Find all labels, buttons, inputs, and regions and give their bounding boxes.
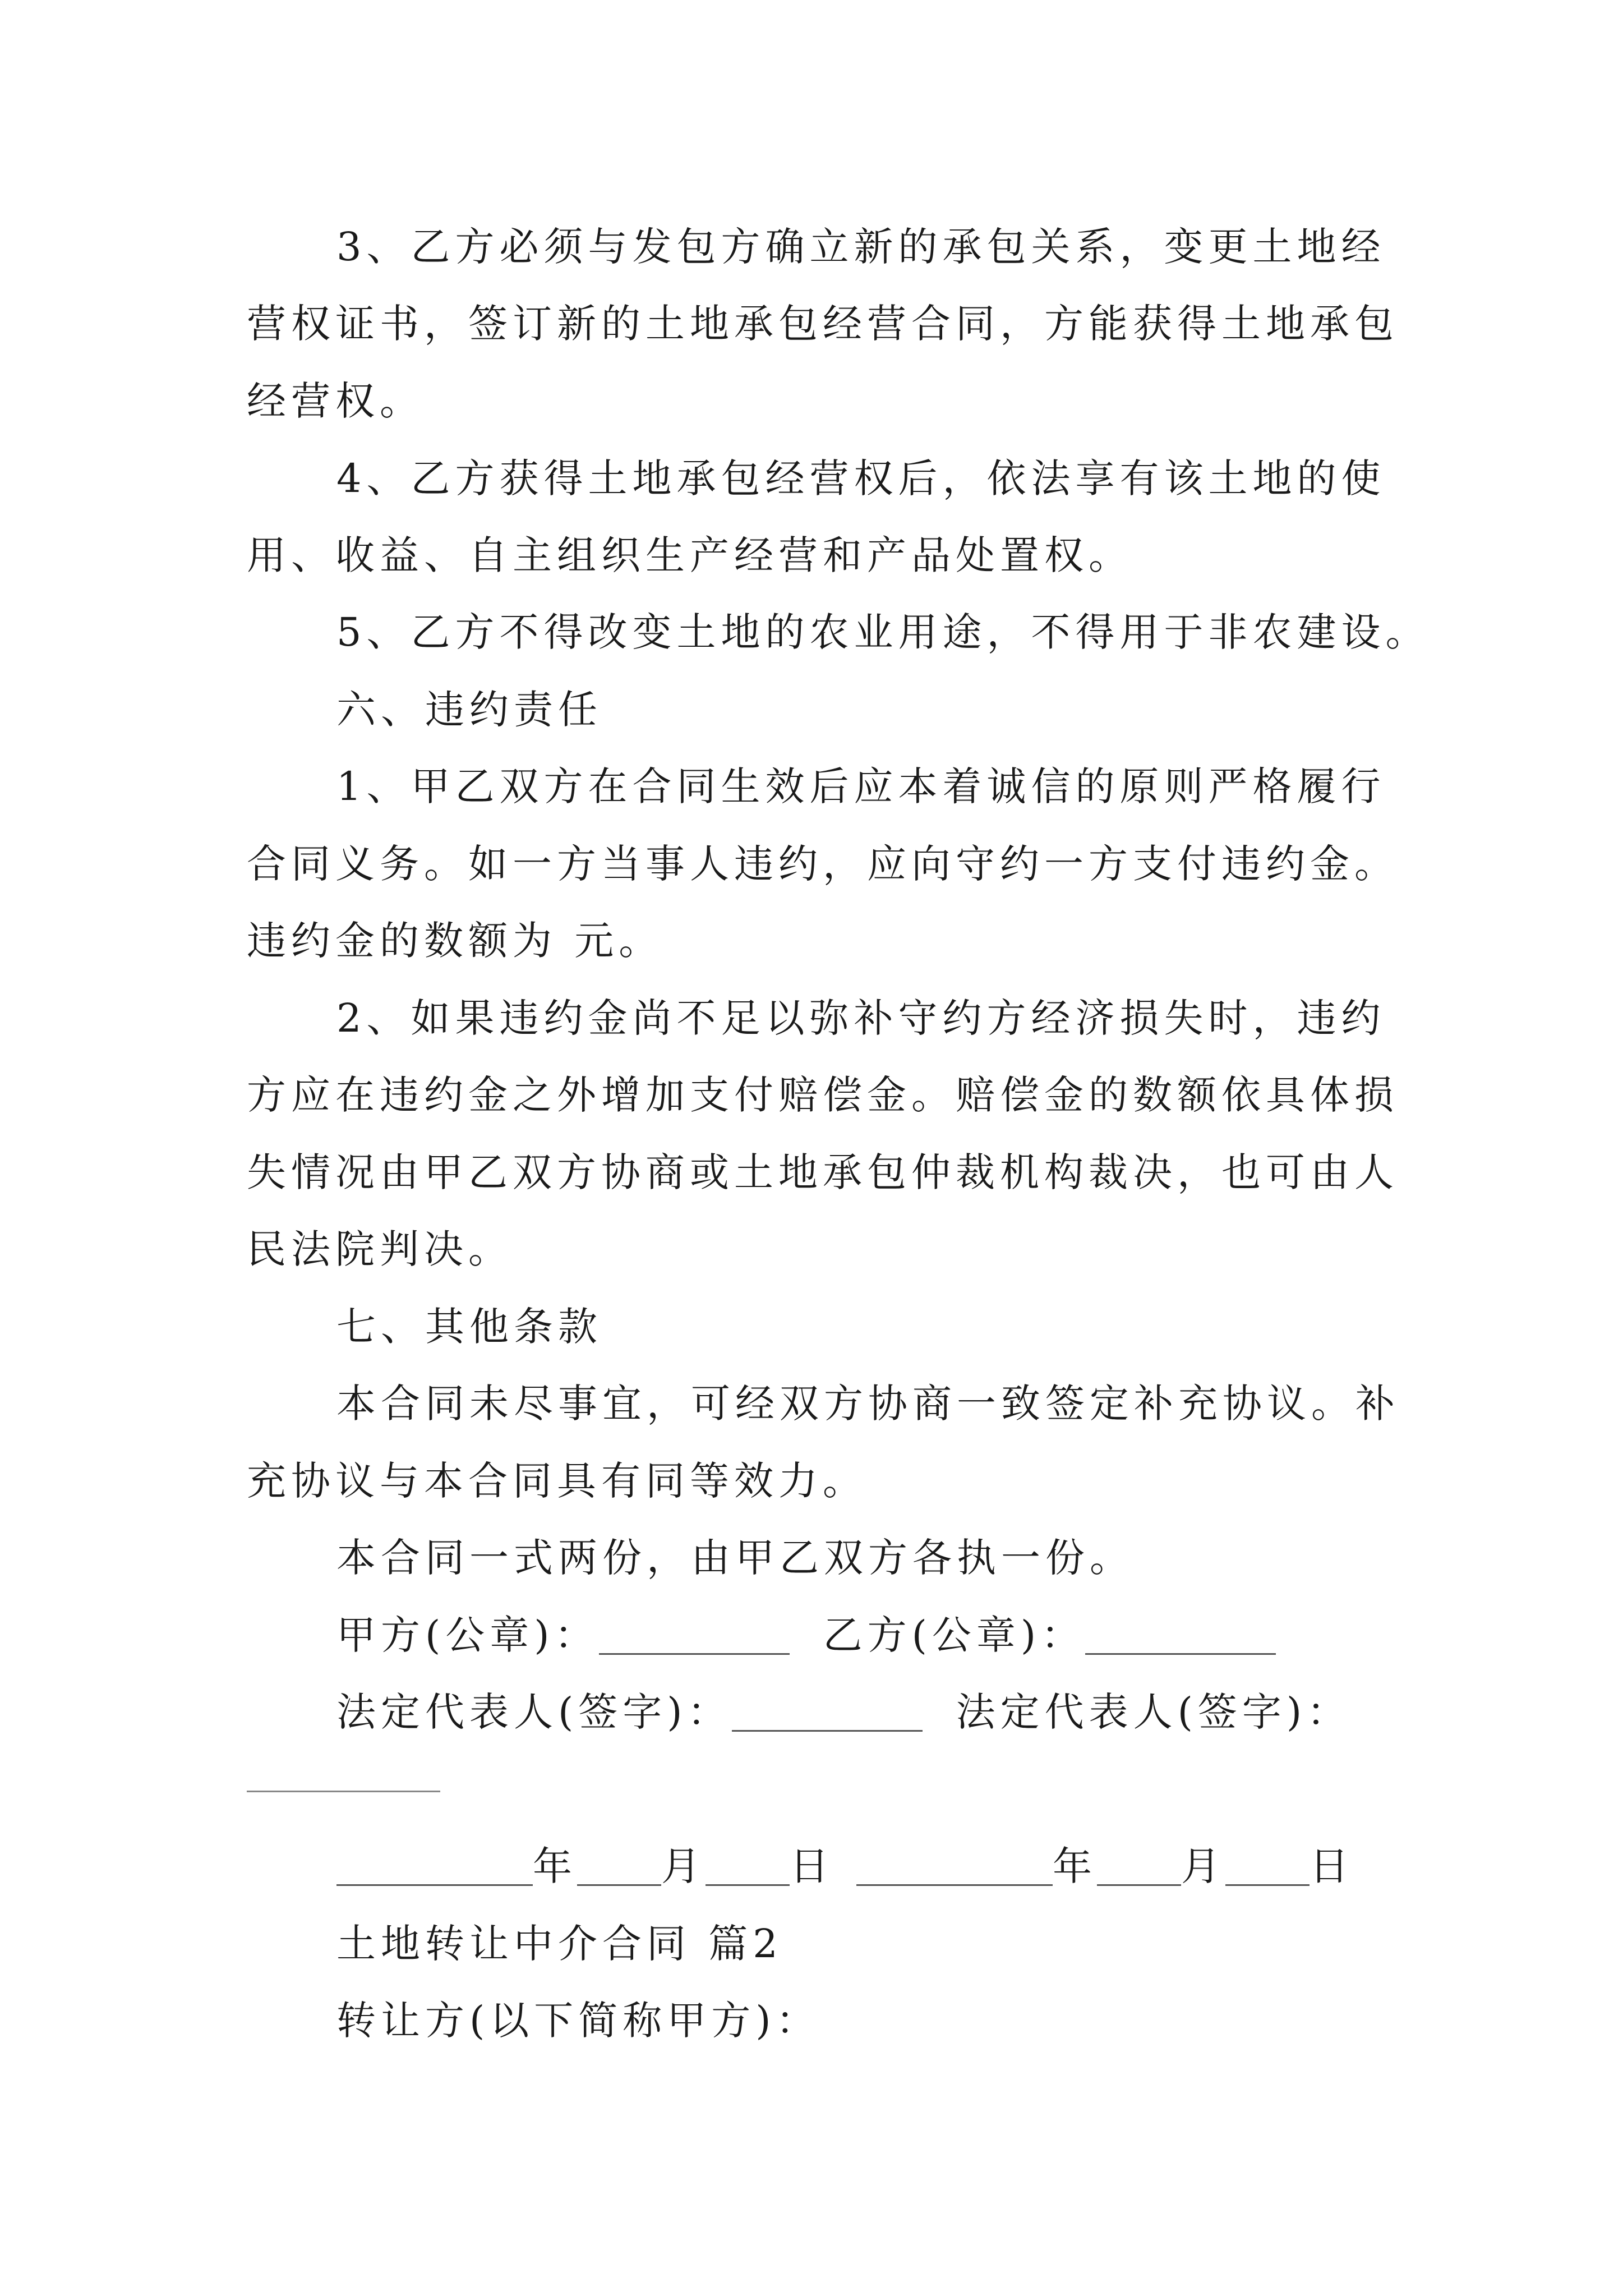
month-label: 月 [661, 1843, 706, 1889]
day-label: 日 [790, 1843, 834, 1889]
section-heading: 七、其他条款 [336, 1304, 602, 1350]
party-b-seal-label: 乙方(公章)： [823, 1612, 1086, 1658]
year-a-blank [336, 1847, 533, 1886]
paragraph-line: 本合同未尽事宜，可经双方协商一致签定补充协议。补 [336, 1381, 1400, 1427]
paragraph-line: 方应在违约金之外增加支付赔偿金。赔偿金的数额依具体损 [247, 1072, 1399, 1118]
rep-a-blank [732, 1693, 923, 1732]
month-a-blank [577, 1847, 661, 1886]
paragraph-line: 本合同一式两份，由甲乙双方各执一份。 [336, 1535, 1134, 1581]
paragraph-line: 失情况由甲乙双方协商或土地承包仲裁机构裁决，也可由人 [247, 1149, 1399, 1195]
year-label: 年 [533, 1843, 577, 1889]
paragraph-line: 5、乙方不得改变土地的农业用途，不得用于非农建设。 [336, 609, 1430, 655]
year-label: 年 [1053, 1843, 1097, 1889]
paragraph-line: 经营权。 [247, 378, 424, 424]
paragraph-line: 2、如果违约金尚不足以弥补守约方经济损失时，违约 [336, 995, 1386, 1041]
rep-a-label: 法定代表人(签字)： [336, 1689, 732, 1735]
paragraph-line: 1、甲乙双方在合同生效后应本着诚信的原则严格履行 [336, 763, 1386, 809]
day-label: 日 [1310, 1843, 1354, 1889]
party-a-seal-blank [599, 1616, 790, 1655]
day-b-blank [1225, 1847, 1310, 1886]
section2-heading: 土地转让中介合同 篇2 [336, 1921, 783, 1967]
rep-b-label: 法定代表人(签字)： [956, 1689, 1352, 1735]
signature-seal-row [336, 1612, 1481, 1658]
day-a-blank [706, 1847, 790, 1886]
date-row [336, 1843, 1481, 1889]
party-a-seal-label: 甲方(公章)： [336, 1612, 599, 1658]
month-b-blank [1097, 1847, 1181, 1886]
paragraph-line: 4、乙方获得土地承包经营权后，依法享有该土地的使 [336, 455, 1386, 501]
year-b-blank [856, 1847, 1053, 1886]
section-heading: 六、违约责任 [336, 687, 602, 733]
month-label: 月 [1181, 1843, 1225, 1889]
paragraph-line: 违约金的数额为 元。 [247, 918, 663, 964]
rep-b-blank [247, 1791, 440, 1792]
paragraph-line: 合同义务。如一方当事人违约，应向守约一方支付违约金。 [247, 841, 1399, 887]
paragraph-line: 民法院判决。 [247, 1226, 513, 1272]
paragraph-line: 营权证书，签订新的土地承包经营合同，方能获得土地承包 [247, 301, 1399, 347]
paragraph-line: 充协议与本合同具有同等效力。 [247, 1458, 867, 1504]
party-b-seal-blank [1085, 1616, 1276, 1655]
signature-rep-row [336, 1689, 1481, 1735]
paragraph-line: 3、乙方必须与发包方确立新的承包关系，变更土地经 [336, 224, 1386, 270]
paragraph-line: 用、收益、自主组织生产经营和产品处置权。 [247, 532, 1133, 578]
transferor-label: 转让方(以下简称甲方)： [336, 1998, 820, 2044]
